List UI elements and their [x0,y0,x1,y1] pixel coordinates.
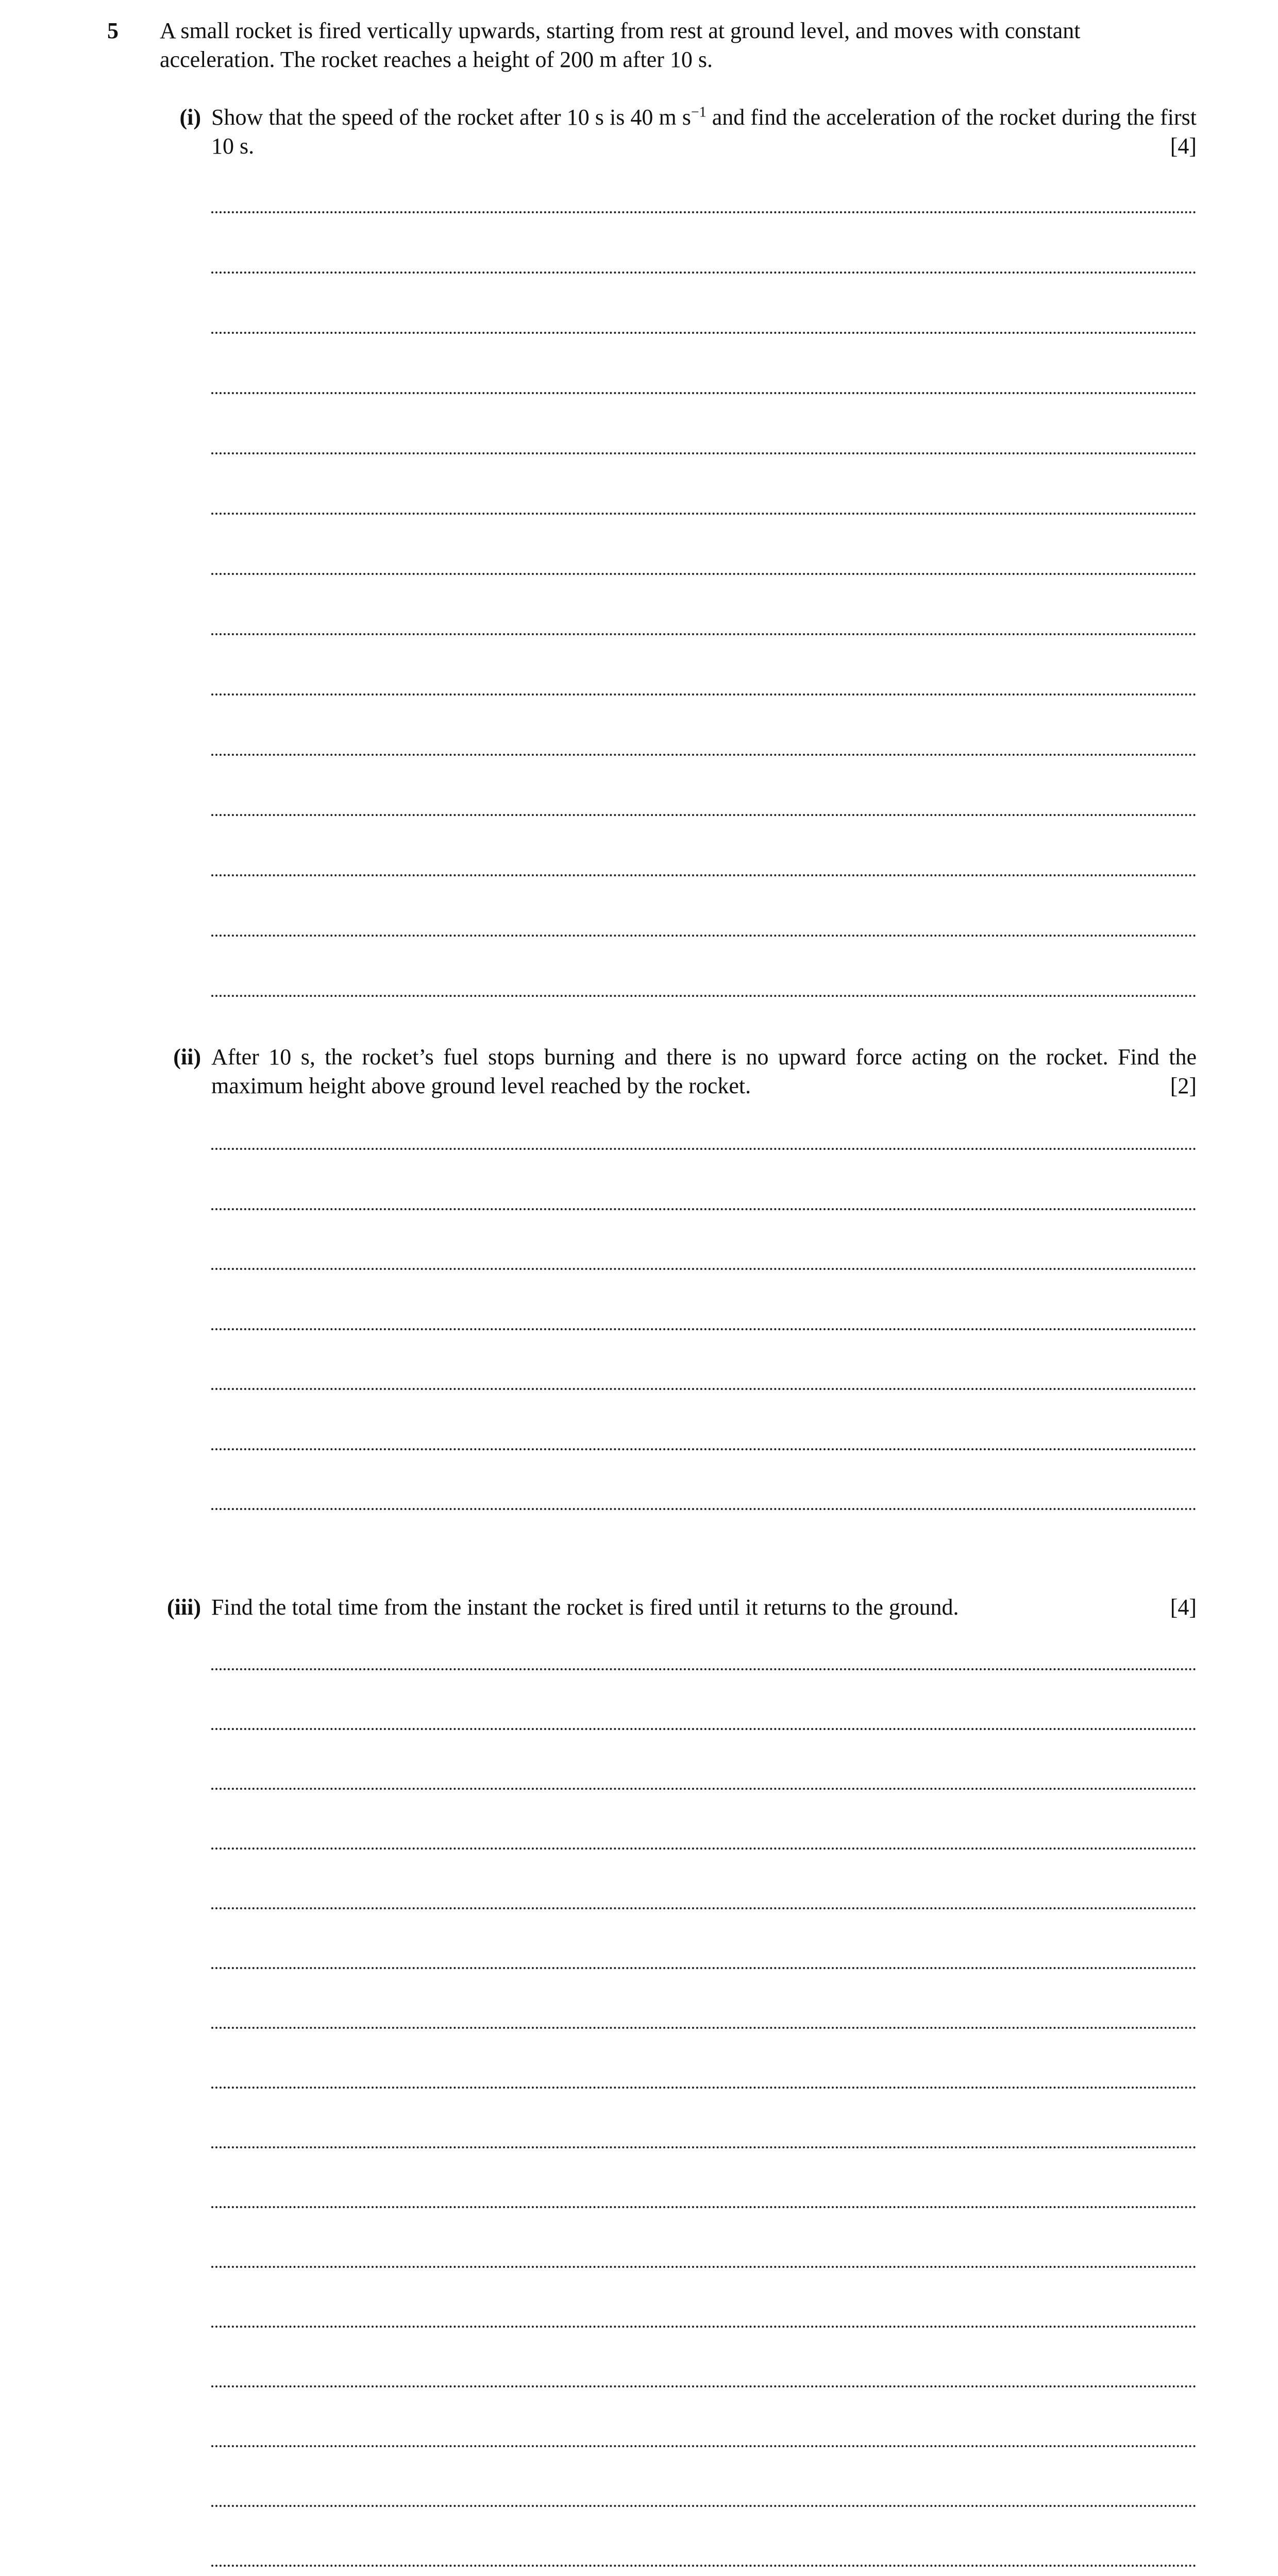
part-iii-marks: [4] [1170,1595,1197,1620]
part-i-superscript: −1 [691,104,707,121]
question-stem: A small rocket is fired vertically upwards, starting from rest at ground level, and moves with constant acceleration. The rocket reaches a height of 200 m after 10 s. [160,18,1081,72]
answer-line[interactable] [211,2087,1197,2089]
answer-line[interactable] [211,2445,1197,2447]
answer-line[interactable] [211,513,1197,515]
part-ii-marks: [2] [1170,1073,1197,1098]
part-i-label: (i) [179,105,201,130]
answer-line[interactable] [211,814,1197,816]
answer-line[interactable] [211,2027,1197,2029]
answer-line[interactable] [211,2206,1197,2208]
answer-line[interactable] [211,633,1197,635]
part-iii-label: (iii) [167,1595,201,1620]
answer-line[interactable] [211,1508,1197,1510]
answer-line[interactable] [211,2326,1197,2328]
answer-line[interactable] [211,693,1197,696]
answer-line[interactable] [211,2266,1197,2268]
answer-line[interactable] [211,754,1197,756]
answer-line[interactable] [211,1268,1197,1270]
part-i-text-before: Show that the speed of the rocket after 10 s is 40 m s [211,105,691,130]
answer-line[interactable] [211,1967,1197,1969]
answer-line[interactable] [211,272,1197,274]
part-iii-text: Find the total time from the instant the rocket is fired until it returns to the ground. [211,1595,959,1620]
part-i-text-after: and find the acceleration of the rocket during the first 10 s. [211,105,1197,159]
answer-line[interactable] [211,211,1197,213]
part-ii-text: After 10 s, the rocket’s fuel stops burning and there is no upward force acting on the rocket. Find the maximum height above ground level reached by the rocket. [211,1044,1197,1098]
answer-line[interactable] [211,995,1197,997]
part-i-marks: [4] [1170,133,1197,159]
part-ii-label: (ii) [173,1044,201,1070]
answer-line[interactable] [211,874,1197,876]
answer-line[interactable] [211,332,1197,334]
answer-line[interactable] [211,935,1197,937]
answer-line[interactable] [211,2505,1197,2507]
answer-line[interactable] [211,2146,1197,2148]
answer-line[interactable] [211,1388,1197,1390]
question-number: 5 [107,18,119,43]
part-i-text [211,103,1197,161]
answer-line[interactable] [211,1208,1197,1210]
answer-line[interactable] [211,1907,1197,1909]
answer-line[interactable] [211,1448,1197,1450]
answer-line[interactable] [211,1148,1197,1150]
answer-line[interactable] [211,2385,1197,2387]
answer-line[interactable] [211,2565,1197,2567]
answer-line[interactable] [211,1728,1197,1730]
answer-line[interactable] [211,392,1197,394]
answer-line[interactable] [211,1788,1197,1790]
answer-line[interactable] [211,1848,1197,1850]
answer-line[interactable] [211,452,1197,454]
answer-line[interactable] [211,1328,1197,1330]
answer-line[interactable] [211,573,1197,575]
answer-line[interactable] [211,1668,1197,1670]
